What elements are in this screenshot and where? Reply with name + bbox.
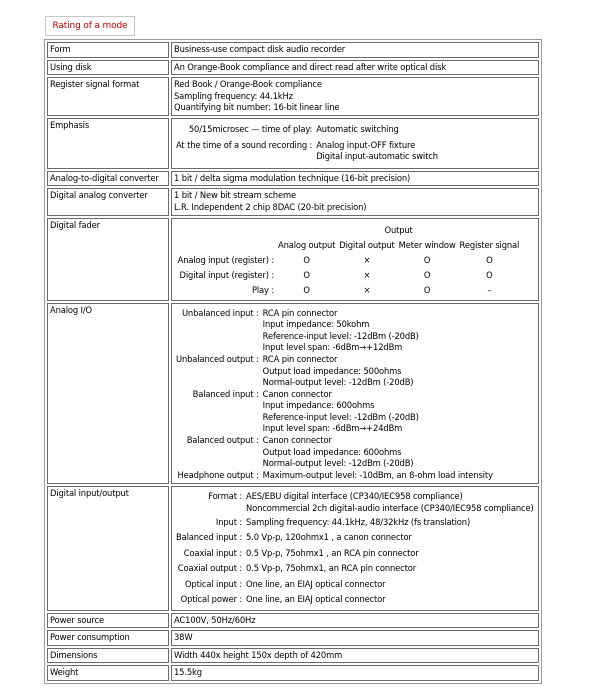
fader-output-header: Output (384, 224, 413, 235)
emphasis-key: At the time of a sound recording : (176, 139, 313, 150)
value-line: 5.0 Vp-p, 120ohmx1 , a canon connector (246, 532, 412, 543)
fader-cell: O (423, 269, 431, 280)
digital-io-table (174, 491, 536, 607)
io-value (261, 389, 495, 435)
table-row (47, 60, 539, 76)
value-line: RCA pin connector (262, 307, 338, 318)
emphasis-table (174, 124, 440, 163)
io-value (261, 354, 495, 389)
io-key: Balanced input : (176, 532, 243, 543)
fader-row-name: Play : (251, 284, 274, 295)
fader-cell: O (486, 254, 493, 265)
value-line: Quantifying bit number: 16-bit linear line (174, 102, 340, 113)
row-value (171, 118, 539, 169)
value-line: One line, an EIAJ optical connector (246, 578, 386, 589)
row-value (171, 188, 539, 215)
value-line: Input impedance: 600ohms (262, 400, 375, 411)
row-label: Analog-to-digital converter (47, 171, 169, 187)
value-line: AES/EBU digital interface (CP340/IEC958 compliance) (246, 491, 463, 502)
io-value (261, 308, 495, 354)
row-label: Analog I/O (47, 303, 169, 485)
io-value (244, 561, 536, 577)
row-value (171, 218, 539, 301)
io-value (244, 577, 536, 593)
value-line: Normal-output level: -12dBm (-20dB) (262, 377, 414, 388)
fader-cell: – (487, 284, 492, 295)
io-value (244, 491, 536, 514)
analog-io-table (174, 308, 495, 482)
io-key: Optical input : (184, 578, 243, 589)
row-label: Digital analog converter (47, 188, 169, 215)
value-line: Sampling frequency: 44.1kHz (174, 90, 293, 101)
io-value (261, 435, 495, 470)
table-row (47, 77, 539, 116)
row-value: 38W (171, 630, 539, 646)
fader-column-header: Digital output (339, 239, 395, 250)
table-row (47, 613, 539, 629)
value-line: Red Book / Orange-Book compliance (174, 79, 322, 90)
io-value (244, 546, 536, 562)
io-key: Balanced input : (192, 388, 259, 399)
io-value (244, 592, 536, 608)
io-key: Headphone output : (177, 469, 259, 480)
io-key: Coaxial output : (177, 563, 243, 574)
value-line: Noncommercial 2ch digital-audio interface (CP340/IEC958 compliance) (246, 503, 534, 514)
table-row (47, 648, 539, 664)
row-label: Weight (47, 665, 169, 681)
table-row (47, 218, 539, 301)
value-line: Analog input-OFF fixture (316, 139, 416, 150)
fader-cell: O (486, 269, 493, 280)
value-line: Normal-output level: -12dBm (-20dB) (262, 458, 414, 469)
value-line: One line, an EIAJ optical connector (246, 594, 386, 605)
value-line: Canon connector (262, 435, 332, 446)
fader-cell: × (363, 269, 371, 280)
row-value: AC100V, 50Hz/60Hz (171, 613, 539, 629)
row-value (171, 303, 539, 485)
row-value (171, 486, 539, 610)
fader-column-header: Meter window (398, 239, 456, 250)
table-row (47, 486, 539, 610)
value-line: 0.5 Vp-p, 75ohmx1, an RCA pin connector (246, 563, 417, 574)
row-value: Width 440x height 150x depth of 420mm (171, 648, 539, 664)
row-value: 1 bit / delta sigma modulation technique (16-bit precision) (171, 171, 539, 187)
row-value: Business-use compact disk audio recorder (171, 42, 539, 58)
value-line: Sampling frequency: 44.1kHz, 48/32kHz (fs translation) (246, 516, 471, 527)
fader-column-header: Analog output (278, 239, 336, 250)
table-row (47, 665, 539, 681)
fader-cell: × (363, 254, 371, 265)
value-line: Output load impedance: 600ohms (262, 446, 402, 457)
value-line: Input level span: -6dBm→+12dBm (262, 342, 403, 353)
io-key: Balanced output : (186, 435, 259, 446)
page-title: Rating of a mode (45, 16, 135, 36)
value-line: Output load impedance: 500ohms (262, 365, 402, 376)
io-key: Coaxial input : (183, 547, 243, 558)
spec-table (44, 39, 542, 684)
value-line: L.R. Independent 2 chip 8DAC (20-bit precision) (174, 201, 367, 212)
fader-table (174, 223, 521, 298)
fader-cell: O (423, 284, 431, 295)
row-label: Using disk (47, 60, 169, 76)
io-value (244, 530, 536, 546)
fader-cell: O (303, 284, 310, 295)
emphasis-value: Automatic switching (316, 123, 399, 134)
io-key: Optical power : (180, 594, 243, 605)
emphasis-key: 50/15microsec — time of play: (188, 123, 313, 134)
value-line: 0.5 Vp-p, 75ohmx1 , an RCA pin connector (246, 547, 419, 558)
row-label: Digital input/output (47, 486, 169, 610)
fader-column-header: Register signal (459, 239, 520, 250)
value-line: Reference-input level: -12dBm (-20dB) (262, 330, 419, 341)
row-label: Dimensions (47, 648, 169, 664)
table-row (47, 171, 539, 187)
table-row (47, 42, 539, 58)
fader-row-name: Analog input (register) : (177, 254, 274, 265)
fader-cell: O (303, 269, 310, 280)
row-value: An Orange-Book compliance and direct read after write optical disk (171, 60, 539, 76)
fader-cell: × (363, 284, 371, 295)
io-key: Unbalanced input : (181, 307, 259, 318)
row-value: 15.5kg (171, 665, 539, 681)
value-line: Digital input-automatic switch (316, 151, 438, 162)
row-label: Digital fader (47, 218, 169, 301)
table-row (47, 630, 539, 646)
value-line: Canon connector (262, 388, 332, 399)
row-label: Power consumption (47, 630, 169, 646)
row-label: Emphasis (47, 118, 169, 169)
value-line: Reference-input level: -12dBm (-20dB) (262, 411, 419, 422)
value-line: 1 bit / New bit stream scheme (174, 190, 296, 201)
row-label: Power source (47, 613, 169, 629)
io-key: Input : (215, 516, 243, 527)
value-line: RCA pin connector (262, 353, 338, 364)
io-value (261, 470, 495, 482)
io-value (244, 515, 536, 531)
row-label: Register signal format (47, 77, 169, 116)
emphasis-value (314, 140, 440, 163)
fader-cell: O (303, 254, 310, 265)
value-line: Maximum-output level: -10dBm, an 8-ohm load intensity (262, 469, 493, 480)
fader-row-name: Digital input (register) : (179, 269, 274, 280)
value-line: Input level span: -6dBm→+24dBm (262, 423, 403, 434)
table-row (47, 188, 539, 215)
fader-cell: O (423, 254, 431, 265)
table-row (47, 118, 539, 169)
io-key: Format : (208, 491, 243, 502)
row-value (171, 77, 539, 116)
row-label: Form (47, 42, 169, 58)
value-line: Input impedance: 50kohm (262, 319, 370, 330)
table-row (47, 303, 539, 485)
io-key: Unbalanced output : (176, 353, 259, 364)
